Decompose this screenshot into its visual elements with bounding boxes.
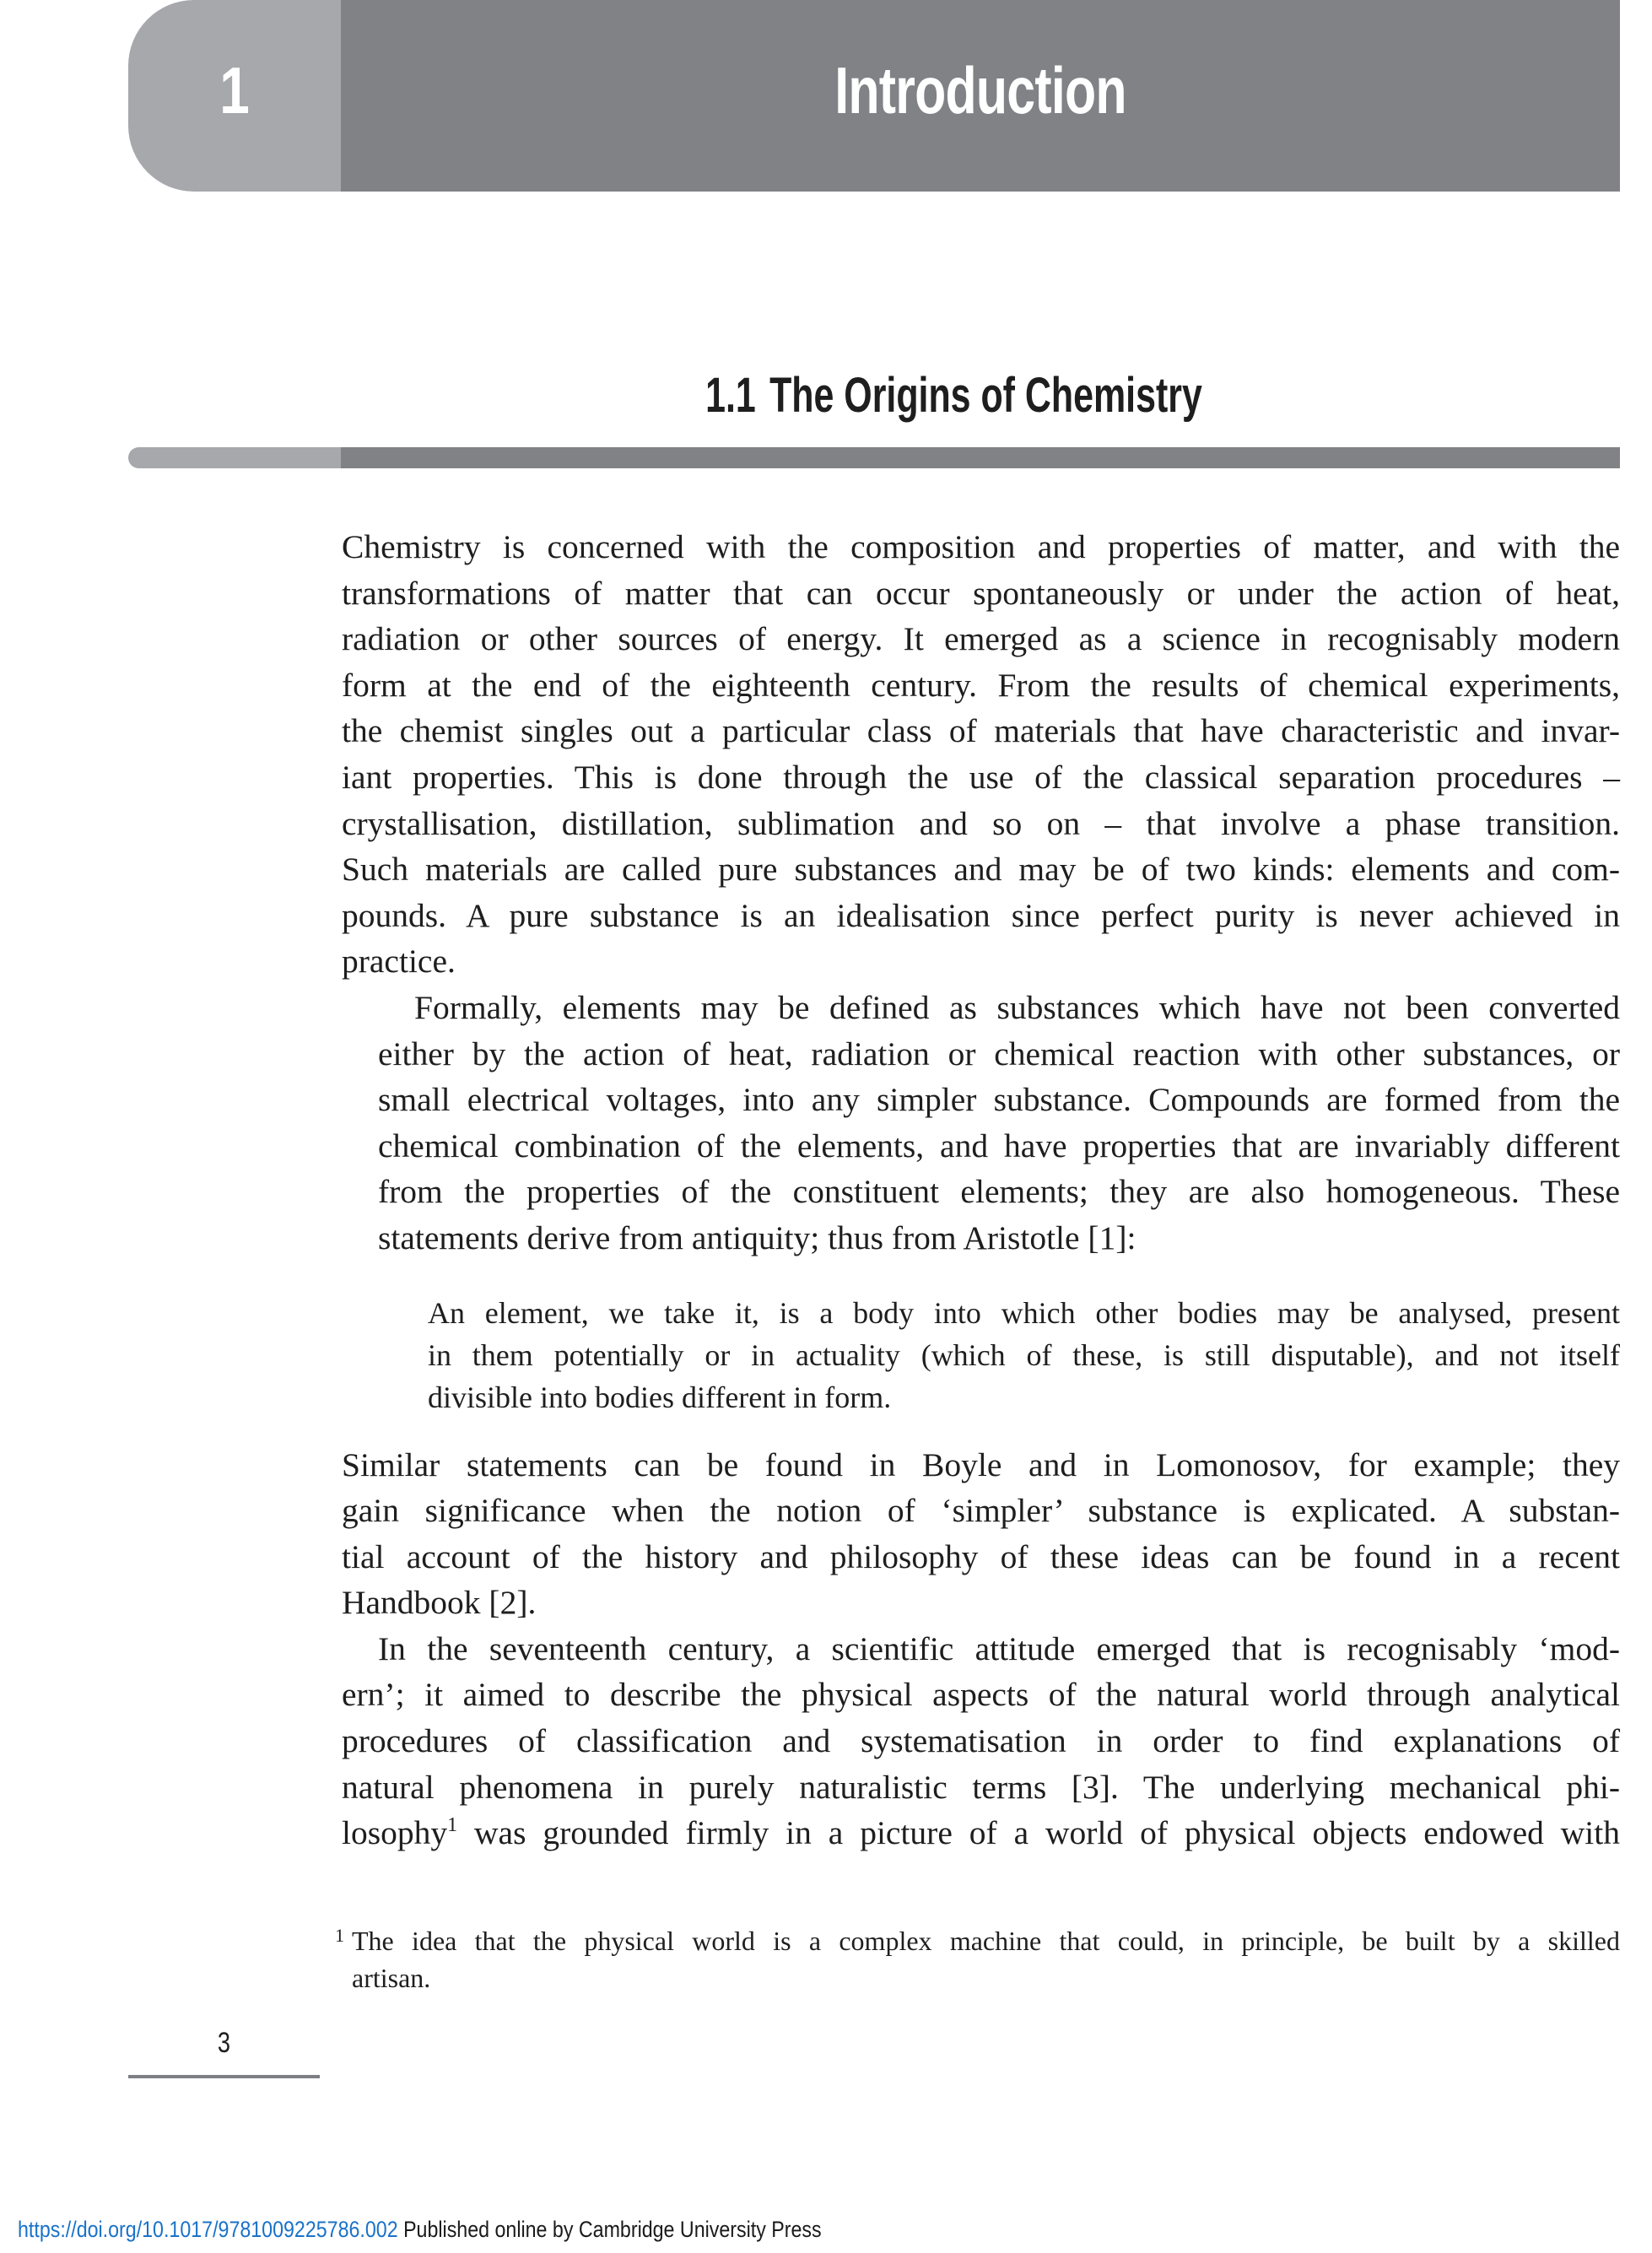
text-line: transformations of matter that can occur spontaneously or under the action of heat, xyxy=(342,574,1620,612)
text-line: Such materials are called pure substances and may be of two kinds: elements and com- xyxy=(342,851,1620,889)
body-text xyxy=(342,524,1620,1856)
text-line: crystallisation, distillation, sublimation and so on – that involve a phase transition. xyxy=(342,804,1620,842)
footnote-line: The idea that the physical world is a complex machine that could, in principle, be built by a skilled xyxy=(352,1926,1620,1956)
footnote-reference[interactable]: 1 xyxy=(447,1814,458,1837)
text-line: small electrical voltages, into any simpler substance. Compounds are formed from the xyxy=(378,1081,1620,1119)
text-line: Formally, elements may be defined as substances which have not been converted xyxy=(414,988,1620,1026)
section-bar-dark xyxy=(341,447,1620,468)
section-title: The Origins of Chemistry xyxy=(769,368,1202,423)
quote-line: divisible into bodies different in form. xyxy=(428,1380,892,1414)
page-number: 3 xyxy=(217,2027,231,2059)
chapter-number-box xyxy=(128,0,341,192)
footnote xyxy=(335,1922,1620,1996)
text-line xyxy=(342,1810,1620,1856)
text-line: radiation or other sources of energy. It emerged as a science in recognisably modern xyxy=(342,620,1620,658)
section-bar-light xyxy=(128,447,341,468)
text-line: chemical combination of the elements, and have properties that are invariably different xyxy=(378,1126,1620,1164)
chapter-number: 1 xyxy=(219,53,250,127)
text-line: pounds. A pure substance is an idealisation since perfect purity is never achieved in xyxy=(342,896,1620,934)
paragraph-4 xyxy=(342,1626,1620,1856)
text-line: Chemistry is concerned with the composition and properties of matter, and with the xyxy=(342,528,1620,565)
text-line: gain significance when the notion of ‘simpler’ substance is explicated. A substan- xyxy=(342,1492,1620,1530)
paragraph-1 xyxy=(342,524,1620,985)
text-line: iant properties. This is done through the use of the classical separation procedures – xyxy=(342,758,1620,796)
text-line: Handbook [2]. xyxy=(342,1584,537,1622)
chapter-title: Introduction xyxy=(834,53,1126,127)
text-line: form at the end of the eighteenth century. From the results of chemical experiments, xyxy=(342,666,1620,704)
section-number: 1.1 xyxy=(705,368,756,423)
footnote-text xyxy=(352,1922,1620,1996)
text-line: In the seventeenth century, a scientific attitude emerged that is recognisably ‘mod- xyxy=(378,1629,1620,1667)
text-line: procedures of classification and systematisation in order to find explanations of xyxy=(342,1722,1620,1760)
block-quote xyxy=(428,1292,1620,1418)
quote-line: in them potentially or in actuality (which of these, is still disputable), and not itself xyxy=(428,1337,1620,1372)
text-line: tial account of the history and philosophy of these ideas can be found in a recent xyxy=(342,1537,1620,1575)
publisher-text: Published online by Cambridge University Press xyxy=(397,2217,822,2242)
quote-line: An element, we take it, is a body into which other bodies may be analysed, present xyxy=(428,1295,1620,1330)
text-fragment: was grounded firmly in a picture of a world of physical objects endowed with xyxy=(457,1814,1620,1852)
text-line: Similar statements can be found in Boyle and in Lomonosov, for example; they xyxy=(342,1445,1620,1483)
doi-link[interactable]: https://doi.org/10.1017/9781009225786.002 xyxy=(18,2217,398,2242)
text-line: either by the action of heat, radiation or chemical reaction with other substances, or xyxy=(378,1035,1620,1072)
section-heading xyxy=(481,368,1428,423)
text-line: the chemist singles out a particular class of materials that have characteristic and invar- xyxy=(342,712,1620,750)
page-number-rule xyxy=(128,2075,320,2078)
paragraph-2 xyxy=(342,985,1620,1262)
footnote-marker: 1 xyxy=(335,1925,344,1946)
section-divider-bar xyxy=(128,447,1620,468)
text-line: natural phenomena in purely naturalistic terms [3]. The underlying mechanical phi- xyxy=(342,1768,1620,1806)
text-line: statements derive from antiquity; thus from Aristotle [1]: xyxy=(378,1218,1136,1256)
chapter-banner xyxy=(128,0,1620,192)
footer xyxy=(18,2218,822,2243)
text-line: practice. xyxy=(342,943,456,981)
text-fragment: losophy xyxy=(342,1814,448,1852)
chapter-title-box xyxy=(341,0,1620,192)
text-line: ern’; it aimed to describe the physical aspects of the natural world through analytical xyxy=(342,1676,1620,1714)
footnote-line: artisan. xyxy=(352,1963,431,1993)
paragraph-3 xyxy=(342,1442,1620,1626)
text-line: from the properties of the constituent elements; they are also homogeneous. These xyxy=(378,1173,1620,1211)
